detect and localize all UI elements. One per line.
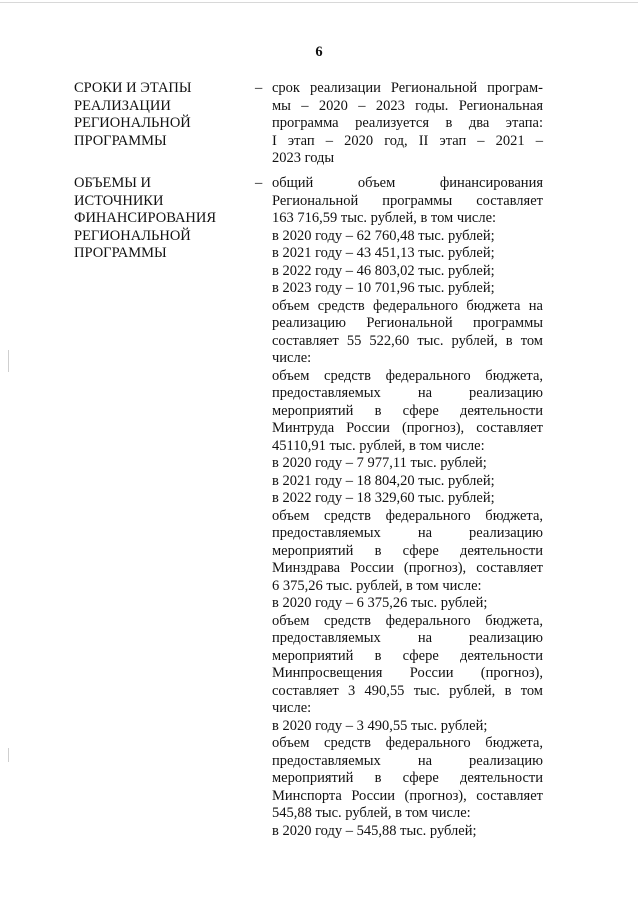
text-line: мероприятий в сфере деятельности [272, 542, 543, 559]
text-line: 2023 годы [272, 150, 335, 166]
text-line: объем средств федерального бюджета, [272, 612, 543, 629]
text-line: 545,88 тыс. рублей, в том числе: [272, 805, 471, 821]
text-line: объем средств федерального бюджета на [272, 297, 543, 314]
text-line: I этап – 2020 год, II этап – 2021 – [272, 132, 543, 149]
label-line: СРОКИ И ЭТАПЫ [74, 80, 192, 96]
section-dash: – [255, 175, 263, 191]
text-line: Минпросвещения России (прогноз), [272, 665, 543, 681]
text-line: в 2020 году – 3 490,55 тыс. рублей; [272, 717, 488, 734]
text-line: составляет 55 522,60 тыс. рублей, в том [272, 332, 543, 349]
text-line: 45110,91 тыс. рублей, в том числе: [272, 437, 485, 454]
label-line: ИСТОЧНИКИ [74, 192, 164, 209]
scan-edge-line [0, 2, 638, 3]
text-line: мероприятий в сфере деятельности [272, 402, 543, 419]
text-line: числе: [272, 350, 312, 366]
text-line: Региональной программы составляет [272, 192, 543, 209]
text-line: в 2020 году – 62 760,48 тыс. рублей; [272, 227, 495, 244]
text-line: реализацию Региональной программы [272, 315, 543, 331]
section-value-funding [272, 175, 543, 840]
text-line: Минтруда России (прогноз), составляет [272, 420, 543, 436]
label-line: ФИНАНСИРОВАНИЯ [74, 210, 217, 226]
text-line: в 2022 году – 18 329,60 тыс. рублей; [272, 490, 495, 506]
text-line: предоставляемых на реализацию [272, 752, 543, 769]
text-line: объем средств федерального бюджета, [272, 367, 543, 384]
text-line: мероприятий в сфере деятельности [272, 770, 543, 786]
text-line: предоставляемых на реализацию [272, 630, 543, 646]
text-line: объем средств федерального бюджета, [272, 735, 543, 751]
section-label-funding [74, 175, 249, 263]
section-value-terms [272, 80, 543, 168]
section-label-terms [74, 80, 249, 150]
text-line: в 2020 году – 6 375,26 тыс. рублей; [272, 595, 488, 611]
section-dash: – [255, 80, 263, 96]
text-line: в 2020 году – 545,88 тыс. рублей; [272, 822, 477, 839]
page-number: 6 [315, 44, 323, 60]
text-line: программа реализуется в два этапа: [272, 115, 543, 131]
text-line: мы – 2020 – 2023 годы. Региональная [272, 97, 543, 114]
text-line: числе: [272, 700, 312, 716]
text-line: составляет 3 490,55 тыс. рублей, в том [272, 682, 543, 699]
text-line: общий объем финансирования [272, 175, 543, 191]
text-line: в 2020 году – 7 977,11 тыс. рублей; [272, 455, 487, 471]
text-line: 163 716,59 тыс. рублей, в том числе: [272, 210, 497, 226]
scan-margin-mark [8, 748, 9, 762]
label-line: РЕАЛИЗАЦИИ [74, 97, 171, 114]
label-line: РЕГИОНАЛЬНОЙ [74, 115, 191, 131]
text-line: в 2021 году – 18 804,20 тыс. рублей; [272, 472, 495, 489]
text-line: Минспорта России (прогноз), составляет [272, 787, 543, 804]
label-line: РЕГИОНАЛЬНОЙ [74, 227, 191, 244]
text-line: срок реализации Региональной програм- [272, 80, 543, 96]
text-line: 6 375,26 тыс. рублей, в том числе: [272, 577, 482, 594]
label-line: ПРОГРАММЫ [74, 245, 167, 261]
text-line: в 2023 году – 10 701,96 тыс. рублей; [272, 280, 495, 296]
text-line: объем средств федерального бюджета, [272, 507, 543, 524]
text-line: в 2021 году – 43 451,13 тыс. рублей; [272, 245, 495, 261]
scan-margin-mark [8, 350, 9, 372]
text-line: в 2022 году – 46 803,02 тыс. рублей; [272, 262, 495, 279]
text-line: мероприятий в сфере деятельности [272, 647, 543, 664]
text-line: предоставляемых на реализацию [272, 525, 543, 541]
text-line: Минздрава России (прогноз), составляет [272, 560, 543, 576]
label-line: ОБЪЕМЫ И [74, 175, 151, 191]
label-line: ПРОГРАММЫ [74, 132, 167, 149]
text-line: предоставляемых на реализацию [272, 385, 543, 401]
